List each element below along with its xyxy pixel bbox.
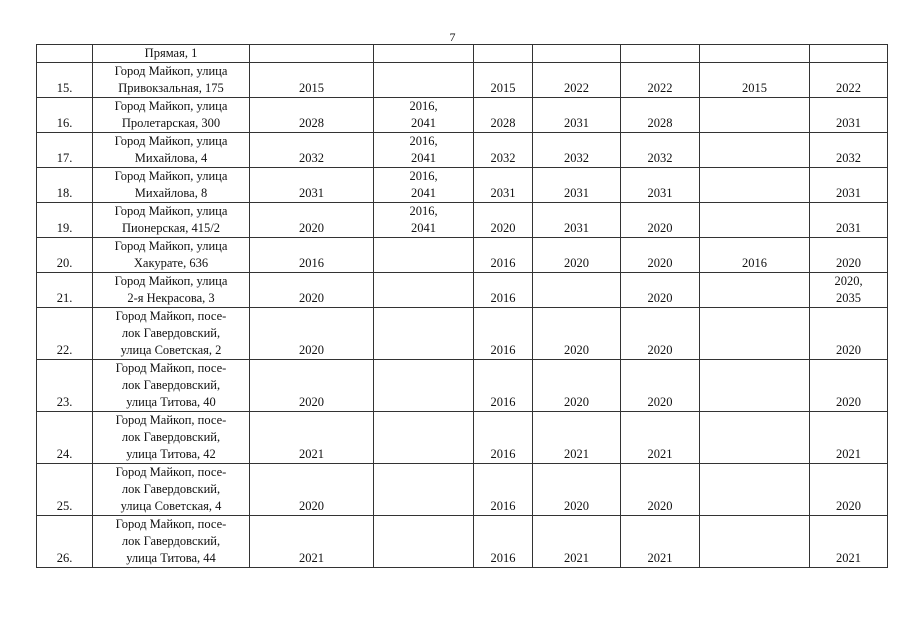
row-number: 24. — [37, 412, 93, 464]
year-cell — [533, 273, 621, 308]
year-cell: 2031 — [810, 98, 888, 133]
year-cell: 2020 — [810, 238, 888, 273]
year-cell: 2020 — [250, 360, 374, 412]
year-cell: 2016, 2041 — [374, 203, 474, 238]
address-line: улица Советская, 4 — [120, 499, 222, 513]
address-line: Город Майкоп, улица — [114, 64, 228, 78]
address-line: Михайлова, 4 — [134, 151, 208, 165]
address-cell — [93, 412, 250, 464]
year-cell: 2020 — [250, 464, 374, 516]
address-line: Город Майкоп, улица — [114, 134, 228, 148]
year-cell: 2020 — [621, 360, 700, 412]
year-cell: 2020 — [250, 273, 374, 308]
table-row — [37, 516, 888, 568]
year-cell — [700, 308, 810, 360]
year-cell: 2022 — [533, 63, 621, 98]
table-row — [37, 360, 888, 412]
address-cell — [93, 238, 250, 273]
year-cell: 2020 — [250, 203, 374, 238]
year-cell: 2020 — [533, 308, 621, 360]
address-cell — [93, 63, 250, 98]
address-cell — [93, 308, 250, 360]
year-cell: 2020 — [474, 203, 533, 238]
year-cell: 2020 — [810, 464, 888, 516]
year-cell: 2028 — [474, 98, 533, 133]
address-line: Город Майкоп, посе- — [115, 413, 227, 427]
address-line: лок Гавердовский, — [121, 482, 221, 496]
year-cell: 2020 — [621, 203, 700, 238]
address-line: Пионерская, 415/2 — [122, 221, 220, 235]
address-line: Город Майкоп, посе- — [115, 361, 227, 375]
year-cell: 2020 — [533, 464, 621, 516]
year-cell: 2020 — [621, 308, 700, 360]
address-line: улица Титова, 44 — [126, 551, 216, 565]
address-cell — [93, 98, 250, 133]
year-cell: 2020, 2035 — [810, 273, 888, 308]
row-number: 20. — [37, 238, 93, 273]
year-cell: 2016 — [474, 360, 533, 412]
address-line: Город Майкоп, посе- — [115, 465, 227, 479]
year-cell: 2031 — [533, 168, 621, 203]
year-cell: 2021 — [810, 412, 888, 464]
row-number: 23. — [37, 360, 93, 412]
year-cell: 2021 — [621, 412, 700, 464]
address-line: Прямая, 1 — [144, 46, 198, 60]
table-row — [37, 168, 888, 203]
year-cell: 2020 — [621, 238, 700, 273]
address-line: лок Гавердовский, — [121, 534, 221, 548]
year-cell: 2015 — [250, 63, 374, 98]
row-number: 22. — [37, 308, 93, 360]
address-line: Город Майкоп, улица — [114, 274, 228, 288]
year-cell — [700, 464, 810, 516]
year-cell — [700, 133, 810, 168]
address-line: Город Майкоп, улица — [114, 169, 228, 183]
address-cell — [93, 464, 250, 516]
year-cell: 2016, 2041 — [374, 168, 474, 203]
table-body — [37, 45, 888, 568]
year-cell: 2031 — [533, 98, 621, 133]
year-cell: 2021 — [250, 412, 374, 464]
address-line: 2-я Некрасова, 3 — [127, 291, 215, 305]
table-row — [37, 464, 888, 516]
row-number: 15. — [37, 63, 93, 98]
year-cell: 2020 — [810, 360, 888, 412]
year-cell — [374, 45, 474, 63]
year-cell: 2020 — [533, 360, 621, 412]
address-line: лок Гавердовский, — [121, 326, 221, 340]
year-cell — [621, 45, 700, 63]
address-cell — [93, 133, 250, 168]
year-cell: 2020 — [621, 273, 700, 308]
address-line: улица Советская, 2 — [120, 343, 222, 357]
schedule-table — [36, 44, 888, 568]
table-row — [37, 203, 888, 238]
year-cell: 2028 — [621, 98, 700, 133]
year-cell — [700, 203, 810, 238]
table-row — [37, 238, 888, 273]
year-cell: 2016 — [474, 516, 533, 568]
year-cell: 2020 — [810, 308, 888, 360]
year-cell: 2016 — [474, 273, 533, 308]
year-cell: 2016, 2041 — [374, 133, 474, 168]
table-row — [37, 63, 888, 98]
year-cell: 2032 — [533, 133, 621, 168]
year-cell — [374, 308, 474, 360]
year-cell — [700, 45, 810, 63]
table-row — [37, 273, 888, 308]
address-line: Привокзальная, 175 — [118, 81, 224, 95]
year-cell: 2031 — [474, 168, 533, 203]
year-cell: 2032 — [474, 133, 533, 168]
address-line: Город Майкоп, посе- — [115, 309, 227, 323]
year-cell: 2031 — [621, 168, 700, 203]
table-row — [37, 308, 888, 360]
row-number: 25. — [37, 464, 93, 516]
year-cell: 2021 — [533, 516, 621, 568]
year-cell: 2016 — [250, 238, 374, 273]
row-number: 19. — [37, 203, 93, 238]
year-cell: 2031 — [250, 168, 374, 203]
year-cell — [533, 45, 621, 63]
year-cell — [374, 412, 474, 464]
row-number: 16. — [37, 98, 93, 133]
address-line: лок Гавердовский, — [121, 378, 221, 392]
year-cell — [700, 98, 810, 133]
year-cell — [700, 516, 810, 568]
year-cell: 2016 — [474, 464, 533, 516]
year-cell — [810, 45, 888, 63]
year-cell: 2032 — [810, 133, 888, 168]
year-cell: 2022 — [810, 63, 888, 98]
year-cell: 2028 — [250, 98, 374, 133]
year-cell — [374, 238, 474, 273]
address-cell — [93, 45, 250, 63]
year-cell: 2016 — [474, 238, 533, 273]
address-line: Город Майкоп, улица — [114, 204, 228, 218]
table-row — [37, 412, 888, 464]
address-cell — [93, 516, 250, 568]
year-cell — [374, 63, 474, 98]
year-cell: 2021 — [810, 516, 888, 568]
page-number: 7 — [449, 30, 456, 44]
year-cell — [374, 273, 474, 308]
year-cell: 2015 — [700, 63, 810, 98]
year-cell: 2016 — [474, 308, 533, 360]
year-cell — [700, 273, 810, 308]
year-cell — [374, 516, 474, 568]
year-cell: 2032 — [250, 133, 374, 168]
year-cell — [250, 45, 374, 63]
year-cell: 2015 — [474, 63, 533, 98]
year-cell — [700, 360, 810, 412]
year-cell: 2020 — [621, 464, 700, 516]
year-cell: 2020 — [250, 308, 374, 360]
year-cell: 2021 — [533, 412, 621, 464]
year-cell: 2016 — [700, 238, 810, 273]
row-number: 17. — [37, 133, 93, 168]
table-row — [37, 133, 888, 168]
address-cell — [93, 203, 250, 238]
year-cell — [700, 168, 810, 203]
table-row — [37, 98, 888, 133]
year-cell — [374, 360, 474, 412]
row-number — [37, 45, 93, 63]
table-row — [37, 45, 888, 63]
address-cell — [93, 360, 250, 412]
address-line: Город Майкоп, улица — [114, 99, 228, 113]
year-cell — [374, 464, 474, 516]
year-cell: 2022 — [621, 63, 700, 98]
address-line: Михайлова, 8 — [134, 186, 208, 200]
year-cell: 2032 — [621, 133, 700, 168]
row-number: 21. — [37, 273, 93, 308]
year-cell: 2016, 2041 — [374, 98, 474, 133]
address-line: Пролетарская, 300 — [121, 116, 221, 130]
year-cell: 2021 — [250, 516, 374, 568]
year-cell: 2031 — [810, 203, 888, 238]
year-cell: 2016 — [474, 412, 533, 464]
address-line: Город Майкоп, посе- — [115, 517, 227, 531]
address-line: Город Майкоп, улица — [114, 239, 228, 253]
address-line: лок Гавердовский, — [121, 430, 221, 444]
year-cell — [474, 45, 533, 63]
row-number: 18. — [37, 168, 93, 203]
address-cell — [93, 273, 250, 308]
year-cell — [700, 412, 810, 464]
year-cell: 2020 — [533, 238, 621, 273]
address-line: Хакурате, 636 — [133, 256, 209, 270]
year-cell: 2021 — [621, 516, 700, 568]
address-line: улица Титова, 42 — [126, 447, 216, 461]
address-cell — [93, 168, 250, 203]
row-number: 26. — [37, 516, 93, 568]
year-cell: 2031 — [810, 168, 888, 203]
year-cell: 2031 — [533, 203, 621, 238]
address-line: улица Титова, 40 — [126, 395, 216, 409]
